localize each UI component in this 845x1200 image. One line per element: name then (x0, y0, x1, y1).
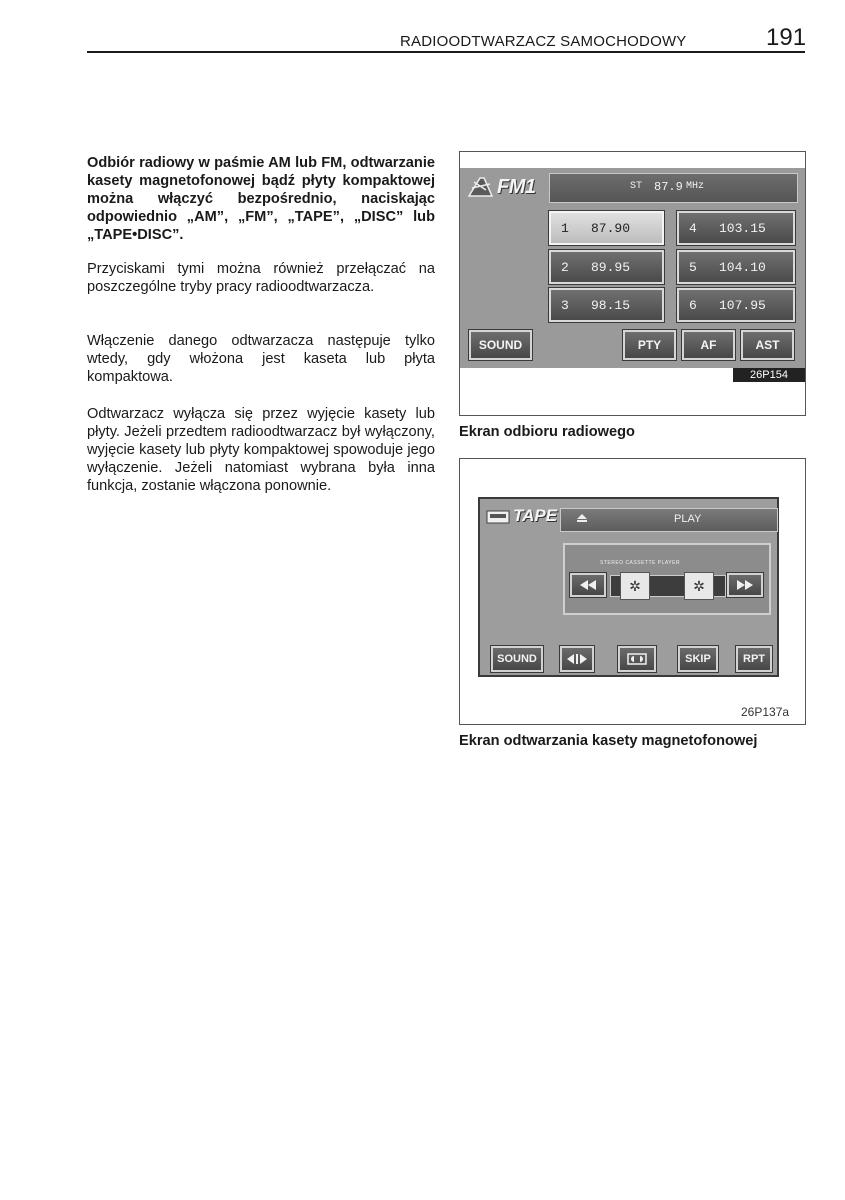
preset-frequency: 89.95 (591, 260, 631, 275)
cassette-icon (486, 510, 510, 524)
figure-code: 26P137a (741, 705, 790, 719)
preset-frequency: 107.95 (719, 298, 766, 313)
preset-number: 3 (561, 298, 569, 313)
skip-button[interactable]: SKIP (678, 646, 718, 672)
pty-button[interactable]: PTY (623, 330, 676, 360)
tape-status: PLAY (674, 513, 702, 525)
preset-number: 6 (689, 298, 697, 313)
rpt-button[interactable]: RPT (736, 646, 772, 672)
paragraph-intro-text: Odbiór radiowy w paśmie AM lub FM, odtwarzanie kasety magnetofonowej bądź płyty kompaktowej można włączyć bezpośrednio, naciskając odpowiednio „AM”, „FM”, „TAPE”, „DISC” lub „TAPE•DISC”. (87, 155, 435, 243)
paragraph-shutdown (87, 405, 435, 495)
preset-4-button[interactable] (677, 211, 795, 245)
preset-frequency: 87.90 (591, 221, 631, 236)
band-label: FM1 (497, 176, 536, 198)
paragraph-switch-text: Przyciskami tymi można również przełączać na poszczególne tryby pracy radioodtwarzacza. (87, 261, 435, 295)
preset-frequency: 104.10 (719, 260, 766, 275)
frequency-display (549, 173, 798, 203)
ast-button[interactable]: AST (741, 330, 794, 360)
reverse-button[interactable] (560, 646, 594, 672)
paragraph-activation (87, 332, 435, 386)
preset-2-button[interactable] (549, 250, 664, 284)
dolby-button[interactable] (618, 646, 656, 672)
preset-number: 5 (689, 260, 697, 275)
eject-icon (576, 513, 588, 523)
preset-1-button[interactable] (549, 211, 664, 245)
paragraph-shutdown-text: Odtwarzacz wyłącza się przez wyjęcie kasety lub płyty. Jeżeli przedtem radioodtwarzacz był wyłączony, wyjęcie kasety lub płyty kompaktowej spowoduje jego wyłączenie. Jeżeli natomiast wybrana była inna funkcja, zostanie włączona ponownie. (87, 406, 435, 494)
preset-number: 2 (561, 260, 569, 275)
af-button[interactable]: AF (682, 330, 735, 360)
fast-forward-icon (737, 580, 753, 590)
dolby-icon (627, 653, 647, 665)
page-number: 191 (766, 24, 807, 51)
header-rule (87, 51, 805, 53)
cassette-panel-label: STEREO CASSETTE PLAYER (600, 560, 681, 566)
figure-code: 26P154 (733, 368, 805, 382)
rewind-button[interactable] (570, 573, 606, 597)
preset-frequency: 98.15 (591, 298, 631, 313)
preset-5-button[interactable] (677, 250, 795, 284)
rewind-icon (580, 580, 596, 590)
right-reel-icon: ✲ (684, 572, 714, 600)
reverse-icon (566, 653, 588, 665)
preset-6-button[interactable] (677, 288, 795, 322)
left-reel-icon: ✲ (620, 572, 650, 600)
sound-button[interactable]: SOUND (469, 330, 532, 360)
preset-frequency: 103.15 (719, 221, 766, 236)
paragraph-activation-text: Włączenie danego odtwarzacza następuje tylko wtedy, gdy włożona jest kaseta lub płyta kompaktowa. (87, 333, 435, 385)
running-header: RADIOODTWARZACZ SAMOCHODOWY (400, 33, 687, 50)
preset-number: 1 (561, 221, 569, 236)
tape-sound-button[interactable]: SOUND (491, 646, 543, 672)
stereo-indicator: ST (630, 181, 643, 192)
tape-status-bar (560, 508, 778, 532)
radio-caption: Ekran odbioru radiowego (459, 424, 635, 440)
paragraph-intro (87, 154, 435, 244)
radio-antenna-icon (466, 174, 496, 200)
tape-caption: Ekran odtwarzania kasety magnetofonowej (459, 733, 758, 749)
preset-3-button[interactable] (549, 288, 664, 322)
current-frequency: 87.9 (654, 180, 683, 194)
frequency-unit: MHz (686, 181, 705, 192)
tape-mode-label: TAPE (513, 506, 558, 525)
paragraph-switch (87, 260, 435, 296)
preset-number: 4 (689, 221, 697, 236)
fast-forward-button[interactable] (727, 573, 763, 597)
